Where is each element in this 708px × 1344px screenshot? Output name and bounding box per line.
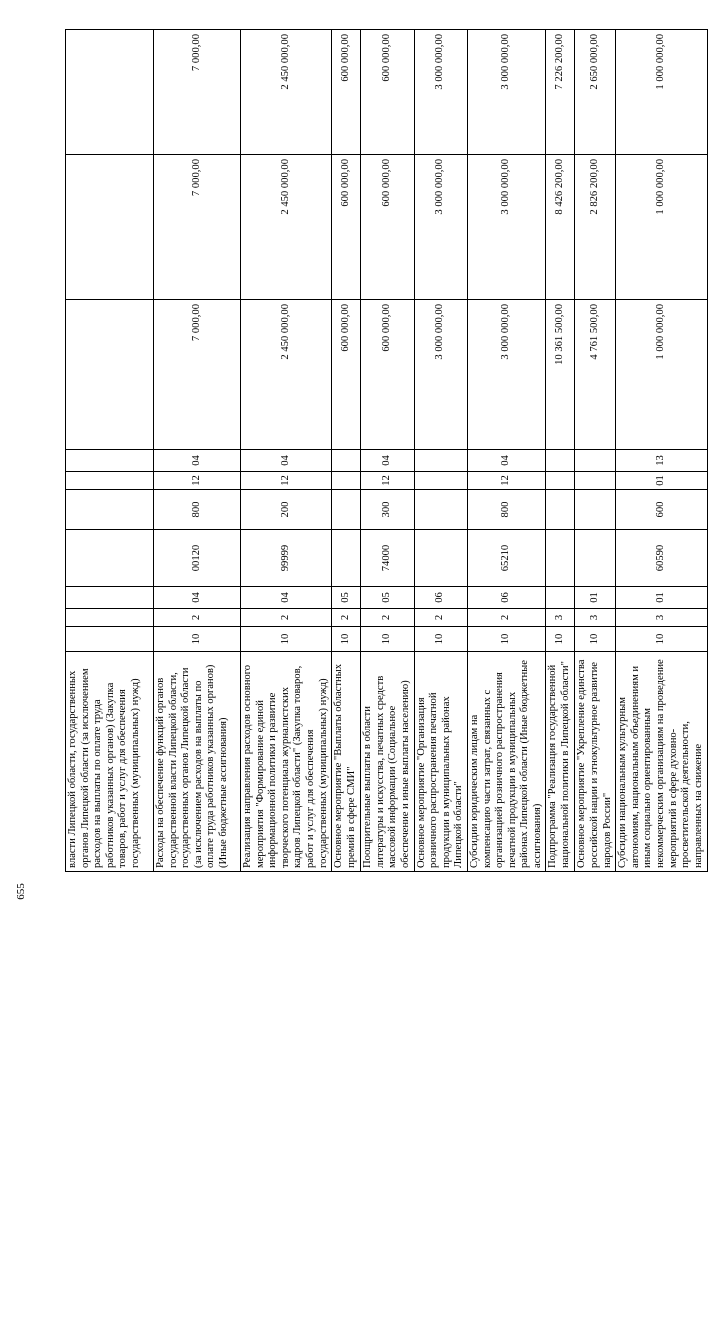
rotated-table-container	[65, 30, 704, 872]
cell-sum-2018: 1 000 000,00	[616, 300, 708, 450]
cell-sum-2019: 8 426 200,00	[546, 155, 575, 300]
cell-sum-2020	[66, 30, 154, 155]
cell-csr: 74000	[361, 530, 414, 587]
cell-sum-2019: 7 000,00	[154, 155, 241, 300]
cell-k1: 12	[241, 472, 332, 490]
cell-k1	[575, 472, 616, 490]
cell-gr: 10	[414, 627, 467, 652]
cell-sum-2020: 600 000,00	[332, 30, 361, 155]
table-row	[546, 30, 575, 872]
cell-sum-2019: 1 000 000,00	[616, 155, 708, 300]
table-row	[414, 30, 467, 872]
cell-pz: 3	[616, 609, 708, 627]
table-body	[66, 30, 708, 872]
rotated-table	[65, 30, 704, 872]
table-row	[575, 30, 616, 872]
cell-gr: 10	[575, 627, 616, 652]
cell-vr: 300	[361, 490, 414, 530]
cell-sum-2020: 7 000,00	[154, 30, 241, 155]
cell-sum-2018: 3 000 000,00	[467, 300, 546, 450]
cell-r	[546, 587, 575, 609]
cell-k1	[66, 472, 154, 490]
cell-vr: 200	[241, 490, 332, 530]
cell-pz: 2	[414, 609, 467, 627]
cell-sum-2020: 2 450 000,00	[241, 30, 332, 155]
cell-k1: 12	[154, 472, 241, 490]
cell-r: 05	[332, 587, 361, 609]
cell-r: 06	[467, 587, 546, 609]
cell-sum-2018: 600 000,00	[332, 300, 361, 450]
cell-description: Субсидии юридическим лицам на компенсацию части затрат, связанных с организацией розничного распространения печатной продукции в муниципальных районах Липецкой области (Иные бюджетные ассигнования)	[467, 652, 546, 872]
cell-pz: 3	[575, 609, 616, 627]
cell-description: Основное мероприятие "Укрепление единства российской нации и этнокультурное развитие народов России"	[575, 652, 616, 872]
cell-r: 06	[414, 587, 467, 609]
cell-pz: 3	[546, 609, 575, 627]
cell-sum-2019: 2 450 000,00	[241, 155, 332, 300]
cell-csr	[575, 530, 616, 587]
cell-k1: 01	[616, 472, 708, 490]
cell-sum-2020: 2 650 000,00	[575, 30, 616, 155]
cell-gr: 10	[332, 627, 361, 652]
cell-k2: 04	[154, 450, 241, 472]
cell-r: 01	[616, 587, 708, 609]
table-row	[241, 30, 332, 872]
table-row	[361, 30, 414, 872]
cell-sum-2019: 3 000 000,00	[467, 155, 546, 300]
cell-sum-2019: 600 000,00	[332, 155, 361, 300]
cell-sum-2020: 3 000 000,00	[414, 30, 467, 155]
cell-pz: 2	[467, 609, 546, 627]
cell-sum-2018: 4 761 500,00	[575, 300, 616, 450]
cell-sum-2020: 7 226 200,00	[546, 30, 575, 155]
cell-k2: 13	[616, 450, 708, 472]
cell-pz: 2	[361, 609, 414, 627]
cell-k1	[332, 472, 361, 490]
cell-gr	[66, 627, 154, 652]
cell-k2: 04	[241, 450, 332, 472]
cell-pz: 2	[241, 609, 332, 627]
budget-table	[65, 29, 708, 872]
cell-r: 01	[575, 587, 616, 609]
cell-r: 04	[154, 587, 241, 609]
cell-r: 04	[241, 587, 332, 609]
cell-sum-2020: 3 000 000,00	[467, 30, 546, 155]
cell-sum-2019: 2 826 200,00	[575, 155, 616, 300]
table-row	[616, 30, 708, 872]
cell-description: Субсидии национальным культурным автономиям, национальным объединениям и иным социально ориентированным некоммерческим организациям на проведение мероприятий в сфере духовно-просветительской деятельности, направленных на снижение	[616, 652, 708, 872]
cell-description: Основное мероприятие "Организация розничного распространения печатной продукции в муниципальных районах Липецкой области"	[414, 652, 467, 872]
table-row	[467, 30, 546, 872]
cell-k1: 12	[361, 472, 414, 490]
cell-sum-2018: 600 000,00	[361, 300, 414, 450]
cell-gr: 10	[361, 627, 414, 652]
cell-k2: 04	[467, 450, 546, 472]
cell-description: Реализация направления расходов основного мероприятия "Формирование единой информационной политики и развитие творческого потенциала журналистских кадров Липецкой области" (Закупка товаров, работ и услуг для обеспечения государственных (муниципальных) нужд)	[241, 652, 332, 872]
cell-sum-2018: 10 361 500,00	[546, 300, 575, 450]
cell-gr: 10	[616, 627, 708, 652]
cell-vr	[546, 490, 575, 530]
cell-sum-2020: 600 000,00	[361, 30, 414, 155]
cell-vr	[332, 490, 361, 530]
cell-sum-2019: 600 000,00	[361, 155, 414, 300]
cell-csr: 60590	[616, 530, 708, 587]
cell-sum-2018	[66, 300, 154, 450]
cell-k1: 12	[467, 472, 546, 490]
cell-pz: 2	[154, 609, 241, 627]
cell-sum-2018: 2 450 000,00	[241, 300, 332, 450]
cell-vr: 800	[467, 490, 546, 530]
cell-k2: 04	[361, 450, 414, 472]
cell-sum-2018: 7 000,00	[154, 300, 241, 450]
cell-gr: 10	[546, 627, 575, 652]
cell-vr	[414, 490, 467, 530]
cell-gr: 10	[154, 627, 241, 652]
table-row	[332, 30, 361, 872]
cell-sum-2019	[66, 155, 154, 300]
cell-k2	[332, 450, 361, 472]
cell-description: Подпрограмма "Реализация государственной национальной политики в Липецкой области"	[546, 652, 575, 872]
cell-description: власти Липецкой области, государственных органов Липецкой области (за исключением расходов на выплаты по оплате труда работников указанных органов) (Закупка товаров, работ и услуг для обеспечения государственных (муниципальных) нужд)	[66, 652, 154, 872]
cell-k1	[414, 472, 467, 490]
cell-csr: 99999	[241, 530, 332, 587]
cell-description: Поощрительные выплаты в области литературы и искусства, печатных средств массовой информации (Социальное обеспечение и иные выплаты населению)	[361, 652, 414, 872]
cell-r: 05	[361, 587, 414, 609]
cell-csr	[332, 530, 361, 587]
cell-description: Основное мероприятие "Выплаты областных премий в сфере СМИ"	[332, 652, 361, 872]
cell-vr	[575, 490, 616, 530]
cell-r	[66, 587, 154, 609]
page-number	[15, 439, 31, 1344]
cell-pz: 2	[332, 609, 361, 627]
table-row	[154, 30, 241, 872]
cell-vr: 800	[154, 490, 241, 530]
cell-sum-2019: 3 000 000,00	[414, 155, 467, 300]
cell-csr	[66, 530, 154, 587]
cell-description: Расходы на обеспечение функций органов государственной власти Липецкой области, государственных органов Липецкой области (за исключением расходов на выплаты по оплате труда работников указанных органов) (Иные бюджетные ассигнования)	[154, 652, 241, 872]
cell-pz	[66, 609, 154, 627]
cell-k2	[546, 450, 575, 472]
cell-vr	[66, 490, 154, 530]
cell-csr: 65210	[467, 530, 546, 587]
cell-csr	[546, 530, 575, 587]
cell-k2	[66, 450, 154, 472]
cell-sum-2020: 1 000 000,00	[616, 30, 708, 155]
cell-k1	[546, 472, 575, 490]
cell-csr	[414, 530, 467, 587]
page-number-text: 655	[15, 883, 27, 900]
table-row	[66, 30, 154, 872]
cell-csr: 00120	[154, 530, 241, 587]
cell-vr: 600	[616, 490, 708, 530]
cell-k2	[414, 450, 467, 472]
cell-gr: 10	[241, 627, 332, 652]
cell-k2	[575, 450, 616, 472]
cell-sum-2018: 3 000 000,00	[414, 300, 467, 450]
cell-gr: 10	[467, 627, 546, 652]
